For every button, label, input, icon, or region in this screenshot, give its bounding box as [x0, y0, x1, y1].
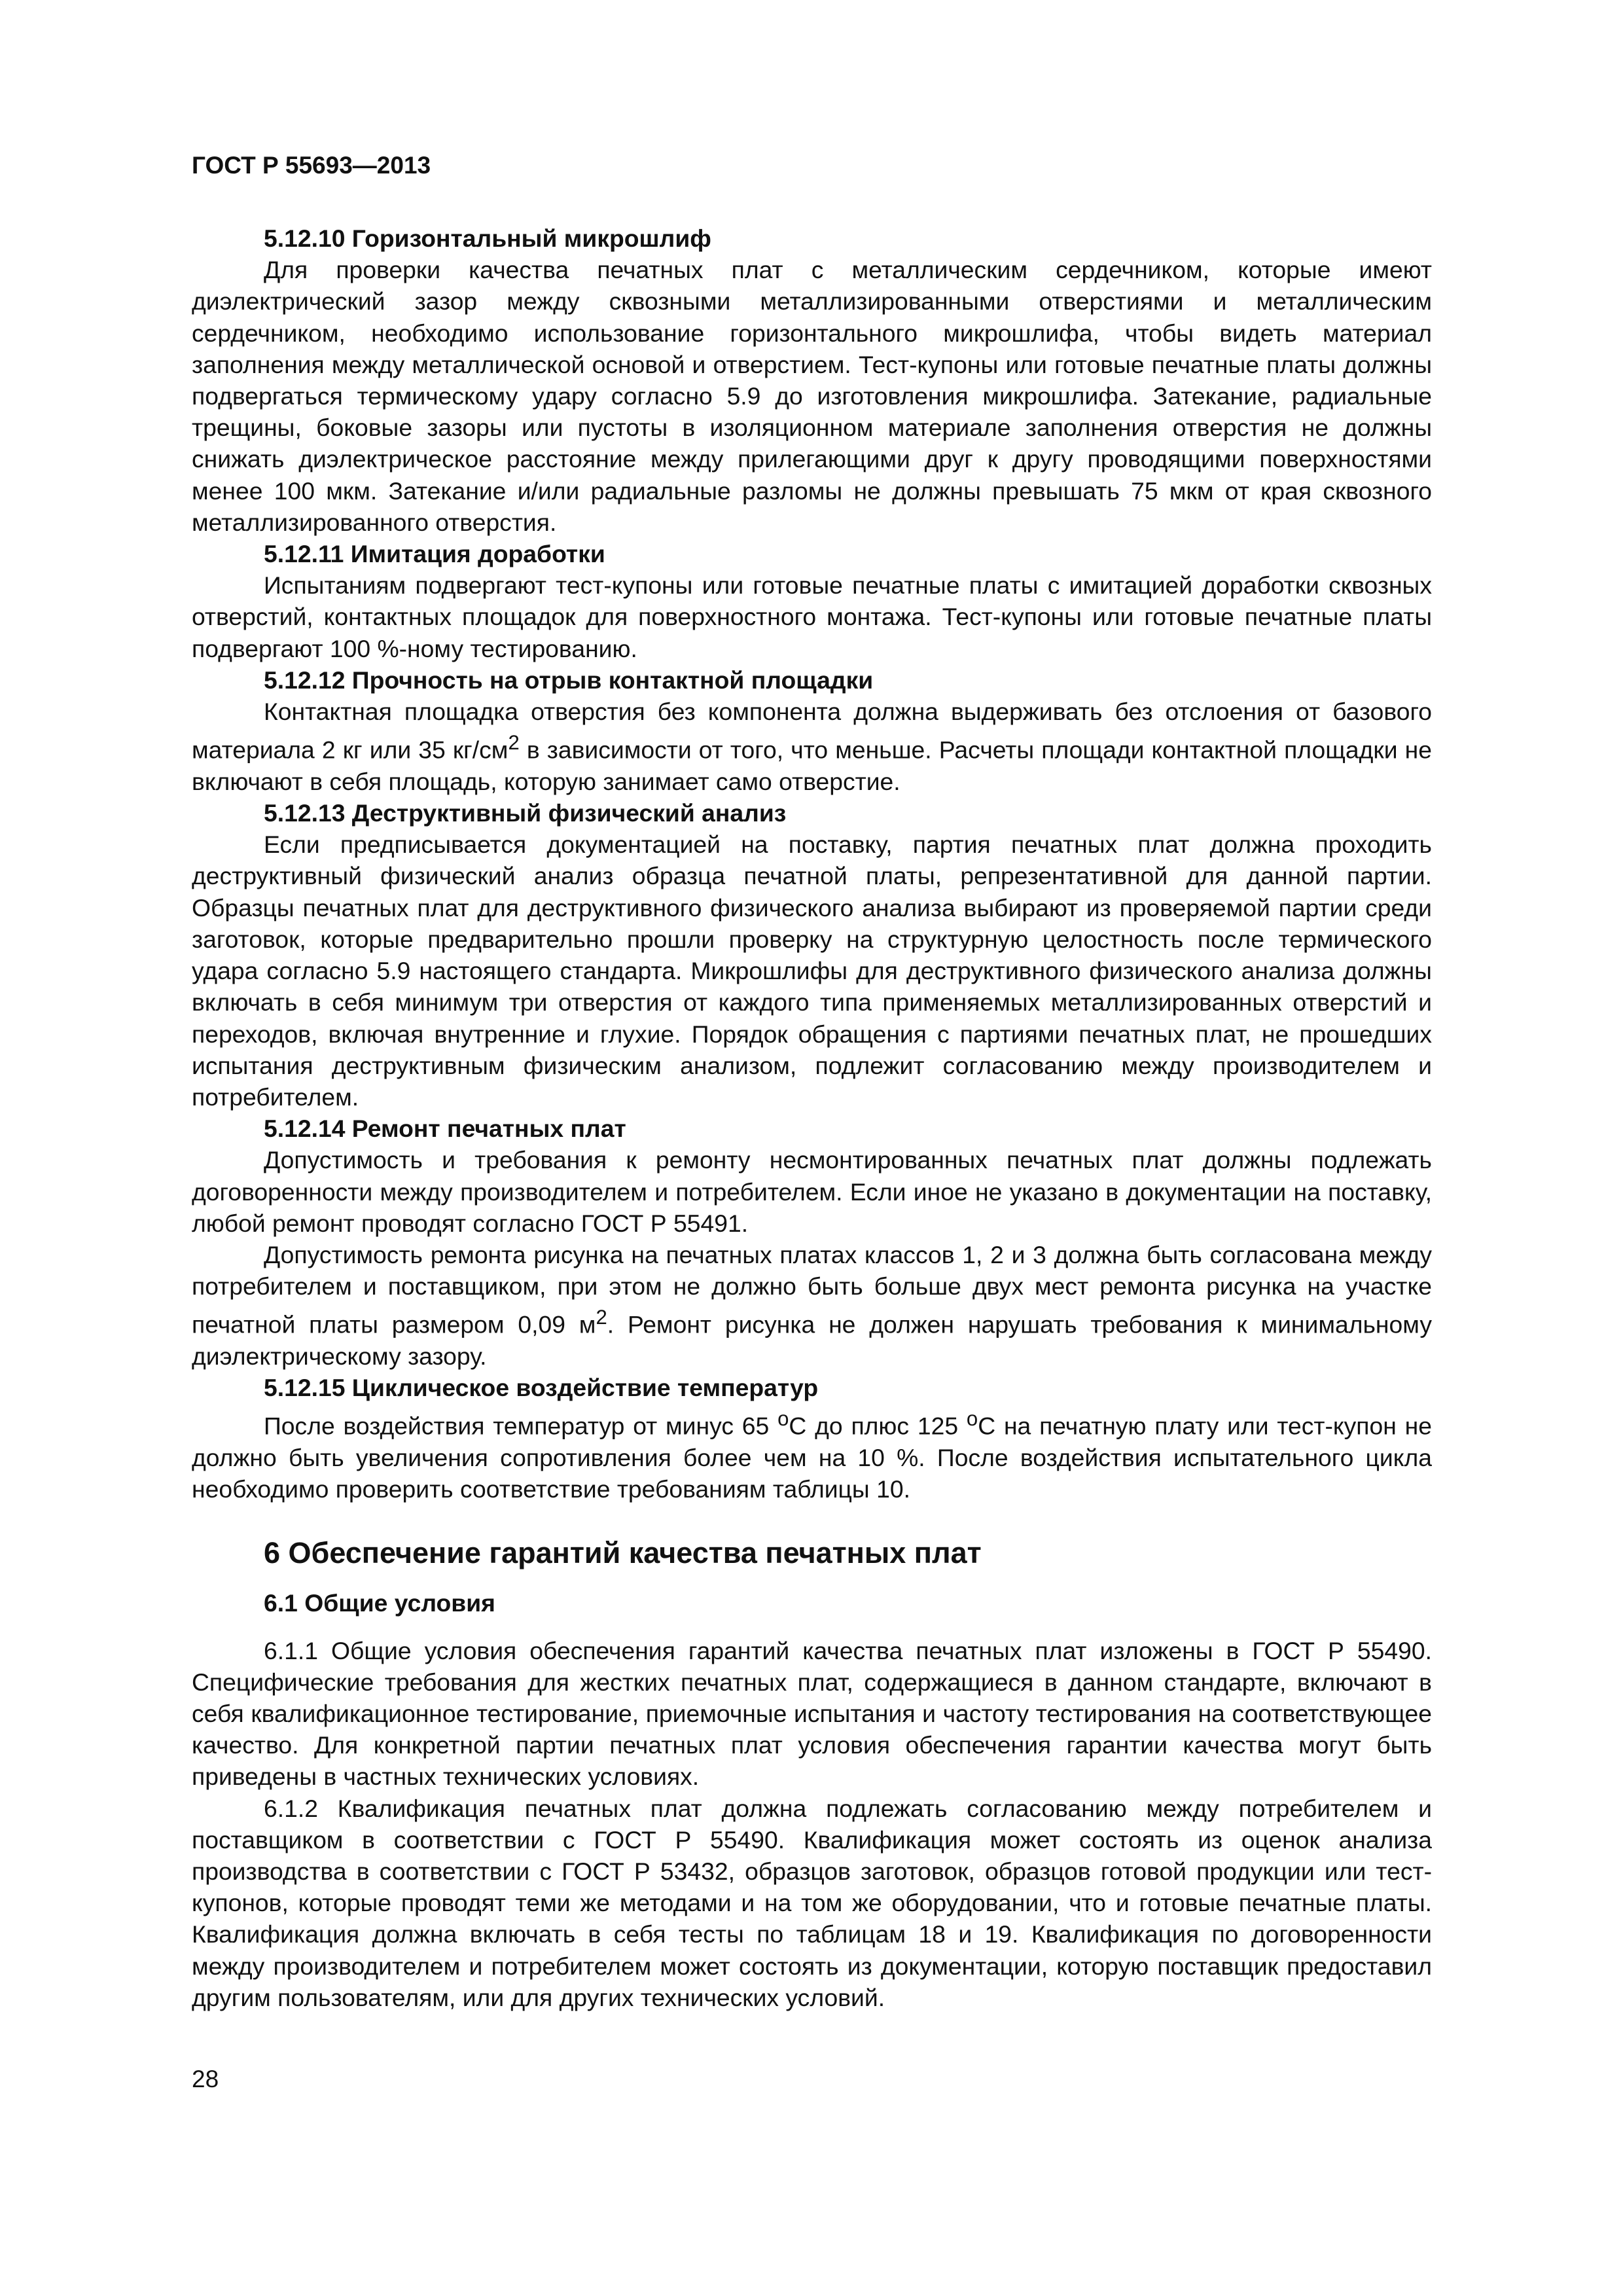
paragraph-5-12-12: Контактная площадка отверстия без компонента должна выдерживать без отслоения от базового материала 2 кг или 35 $кг/см^2$ в зависимости от того, что меньше. Расчеты площади контактной площадки не включают в себя площадь, которую занимает само отверстие.: [192, 698, 1432, 795]
heading-5-12-13: 5.12.13 Деструктивный физический анализ: [264, 799, 787, 827]
document-body: [192, 223, 1432, 2013]
paragraph-5-12-15: После воздействия температур от минус 65 $^о$С до плюс 125 $^о$С на печатную плату или тест-купон не должно быть увеличения сопротивления более чем на 10 %. После воздействия испытательного цикла необходимо проверить соответствие требованиям таблицы 10.: [192, 1407, 1432, 1503]
paragraph-5-12-14-a: Допустимость и требования к ремонту несмонтированных печатных плат должны подлежать договоренности между производителем и потребителем. Если иное не указано в документации на поставку, любой ремонт проводят согласно ГОСТ Р 55491.: [192, 1146, 1432, 1237]
section-6-title: 6 Обеспечение гарантий качества печатных плат: [264, 1536, 982, 1570]
paragraph-6-1-1: 6.1.1 Общие условия обеспечения гарантий качества печатных плат изложены в ГОСТ Р 55490. Специфические требования для жестких печатных плат, содержащиеся в данном стандарте, включают в себя квалификационное тестирование, приемочные испытания и частоту тестирования на соответствующее качество. Для конкретной партии печатных плат условия обеспечения гарантии качества могут быть приведены в частных технических условиях.: [192, 1636, 1432, 1791]
heading-5-12-15: 5.12.15 Циклическое воздействие температур: [264, 1374, 819, 1402]
heading-5-12-14: 5.12.14 Ремонт печатных плат: [264, 1115, 626, 1143]
paragraph-5-12-10: Для проверки качества печатных плат с металлическим сердечником, которые имеют диэлектрический зазор между сквозными металлизированными отверстиями и металлическим сердечником, необходимо использование горизонтального микрошлифа, чтобы видеть материал заполнения между металлической основой и отверстием. Тест-купоны или готовые печатные платы должны подвергаться термическому удару согласно 5.9 до изготовления микрошлифа. Затекание, радиальные трещины, боковые зазоры или пустоты в изоляционном материале заполнения отверстия не должны снижать диэлектрическое расстояние между прилегающими друг к другу проводящими поверхностями менее 100 мкм. Затекание и/или радиальные разломы не должны превышать 75 мкм от края сквозного металлизированного отверстия.: [192, 256, 1432, 536]
page-number: 28: [192, 2066, 219, 2092]
paragraph-5-12-14-b: Допустимость ремонта рисунка на печатных платах классов 1, 2 и 3 должна быть согласована между потребителем и поставщиком, при этом не должно быть больше двух мест ремонта рисунка на участке печатной платы размером 0,09 $м^2$. Ремонт рисунка не должен нарушать требования к минимальному диэлектрическому зазору.: [192, 1240, 1432, 1370]
paragraph-5-12-11: Испытаниям подвергают тест-купоны или готовые печатные платы с имитацией доработки сквозных отверстий, контактных площадок для поверхностного монтажа. Тест-купоны или готовые печатные платы подвергают 100 %-ному тестированию.: [192, 571, 1432, 662]
heading-5-12-12: 5.12.12 Прочность на отрыв контактной площадки: [264, 666, 874, 694]
paragraph-5-12-13: Если предписывается документацией на поставку, партия печатных плат должна проходить деструктивный физический анализ образца печатной платы, репрезентативной для данной партии. Образцы печатных плат для деструктивного физического анализа выбирают из проверяемой партии среди заготовок, которые предварительно прошли проверку на структурную целостность после термического удара согласно 5.9 настоящего стандарта. Микрошлифы для деструктивного физического анализа должны включать в себя минимум три отверстия от каждого типа применяемых металлизированных отверстий и переходов, включая внутренние и глухие. Порядок обращения с партиями печатных плат, не прошедших испытания деструктивным физическим анализом, подлежит согласованию между производителем и потребителем.: [192, 831, 1432, 1111]
heading-5-12-10: 5.12.10 Горизонтальный микрошлиф: [264, 224, 711, 252]
paragraph-6-1-2: 6.1.2 Квалификация печатных плат должна подлежать согласованию между потребителем и поставщиком в соответствии с ГОСТ Р 55490. Квалификация может состоять из оценок анализа производства в соответствии с ГОСТ Р 53432, образцов заготовок, образцов готовой продукции или тест-купонов, которые проводят теми же методами и на том же оборудовании, что и готовые печатные платы. Квалификация должна включать в себя тесты по таблицам 18 и 19. Квалификация по договоренности между производителем и потребителем может состоять из документации, которую поставщик предоставил другим пользователям, или для других технических условий.: [192, 1794, 1432, 2011]
heading-6-1: 6.1 Общие условия: [264, 1589, 495, 1617]
heading-5-12-11: 5.12.11 Имитация доработки: [264, 540, 605, 568]
page-header: ГОСТ Р 55693—2013: [192, 152, 431, 179]
